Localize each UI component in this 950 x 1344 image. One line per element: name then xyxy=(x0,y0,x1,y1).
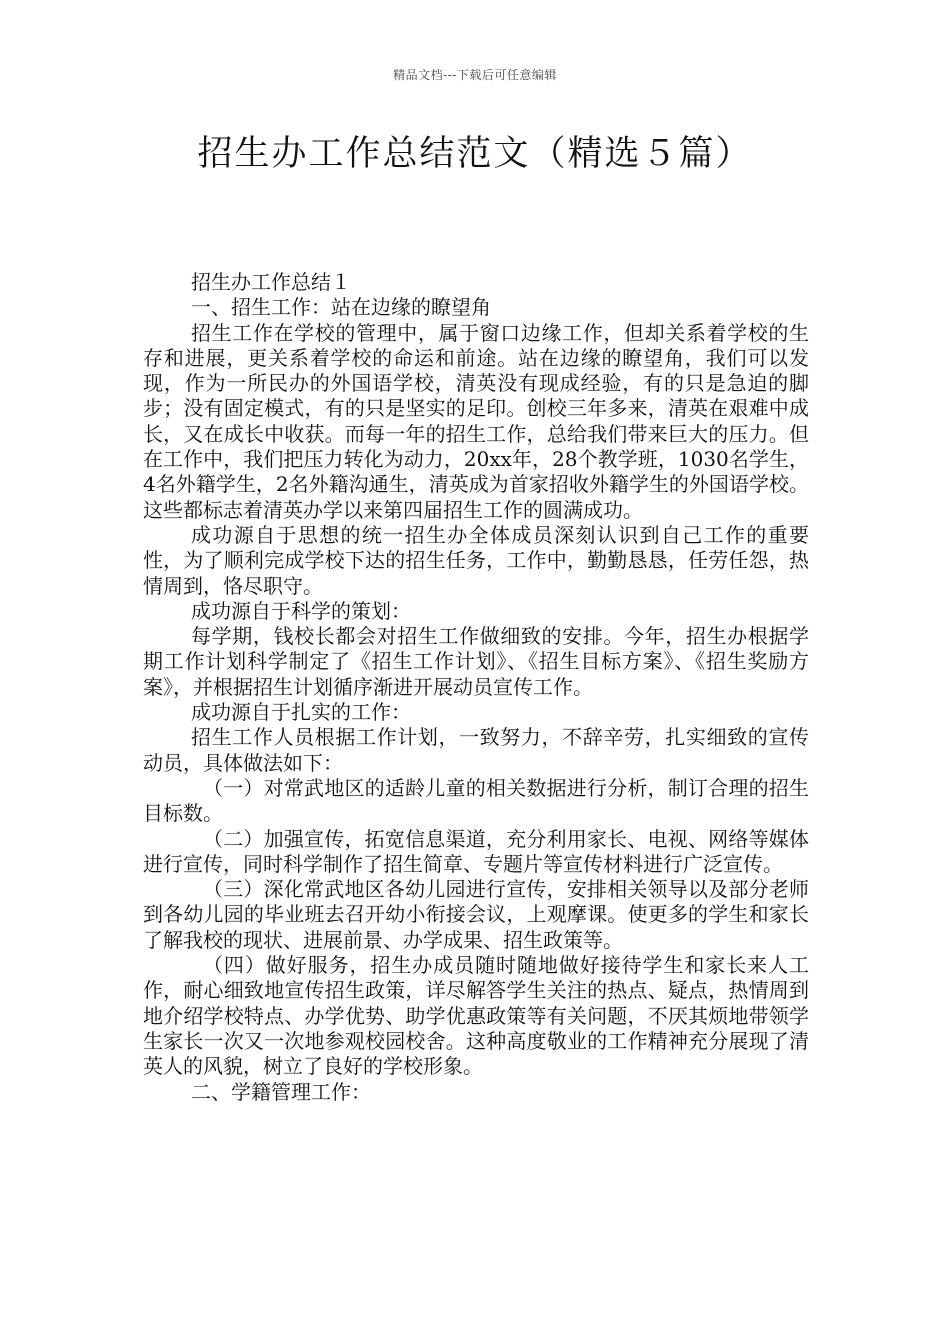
body-paragraph: 成功源自于扎实的工作： xyxy=(191,700,411,725)
header-note: 精品文档---下载后可任意编辑 xyxy=(393,68,557,82)
section-heading: 一、招生工作：站在边缘的瞭望角 xyxy=(191,295,491,320)
document-title: 招生办工作总结范文（精选５篇） xyxy=(197,134,753,174)
body-paragraph: 招生工作人员根据工作计划，一致努力，不辞辛劳，扎实细致的宣传动员，具体做法如下： xyxy=(143,725,809,775)
section-heading: 招生办工作总结１ xyxy=(191,270,351,294)
list-item: （四）做好服务，招生办成员随时随地做好接待学生和家长来人工作，耐心细致地宣传招生政策，详尽解答学生关注的热点、疑点，热情周到地介绍学校特点、办学优势、助学优惠政策等有关问题，不厌其烦地带领学生家长一次又一次地参观校园校舍。这种高度敬业的工作精神充分展现了清英人的风貌，树立了良好的学校形象。 xyxy=(143,953,809,1079)
document-body xyxy=(143,270,809,1105)
list-item: （一）对常武地区的适龄儿童的相关数据进行分析，制订合理的招生目标数。 xyxy=(143,775,809,826)
body-paragraph: 每学期，钱校长都会对招生工作做细致的安排。今年，招生办根据学期工作计划科学制定了《招生工作计划》、《招生目标方案》、《招生奖励方案》，并根据招生计划循序渐进开展动员宣传工作。 xyxy=(143,624,809,699)
section-heading: 二、学籍管理工作： xyxy=(191,1079,371,1104)
body-paragraph: 成功源自于科学的策划： xyxy=(191,598,411,623)
body-paragraph: 成功源自于思想的统一招生办全体成员深刻认识到自己工作的重要性，为了顺利完成学校下达的招生任务，工作中，勤勤恳恳，任劳任怨，热情周到，恪尽职守。 xyxy=(143,522,809,598)
body-paragraph: 招生工作在学校的管理中，属于窗口边缘工作，但却关系着学校的生存和进展，更关系着学校的命运和前途。站在边缘的瞭望角，我们可以发现，作为一所民办的外国语学校，清英没有现成经验，有的只是急迫的脚步；没有固定模式，有的只是坚实的足印。创校三年多来，清英在艰难中成长，又在成长中收获。而每一年的招生工作，总给我们带来巨大的压力。但在工作中，我们把压力转化为动力，20xx年，28个教学班，1030名学生，4名外籍学生，2名外籍沟通生，清英成为首家招收外籍学生的外国语学校。这些都标志着清英办学以来第四届招生工作的圆满成功。 xyxy=(143,320,809,522)
list-item: （三）深化常武地区各幼儿园进行宣传，安排相关领导以及部分老师到各幼儿园的毕业班去召开幼小衔接会议，上观摩课。使更多的学生和家长了解我校的现状、进展前景、办学成果、招生政策等。 xyxy=(143,877,809,952)
list-item: （二）加强宣传，拓宽信息渠道，充分利用家长、电视、网络等媒体进行宣传，同时科学制作了招生简章、专题片等宣传材料进行广泛宣传。 xyxy=(143,826,809,876)
